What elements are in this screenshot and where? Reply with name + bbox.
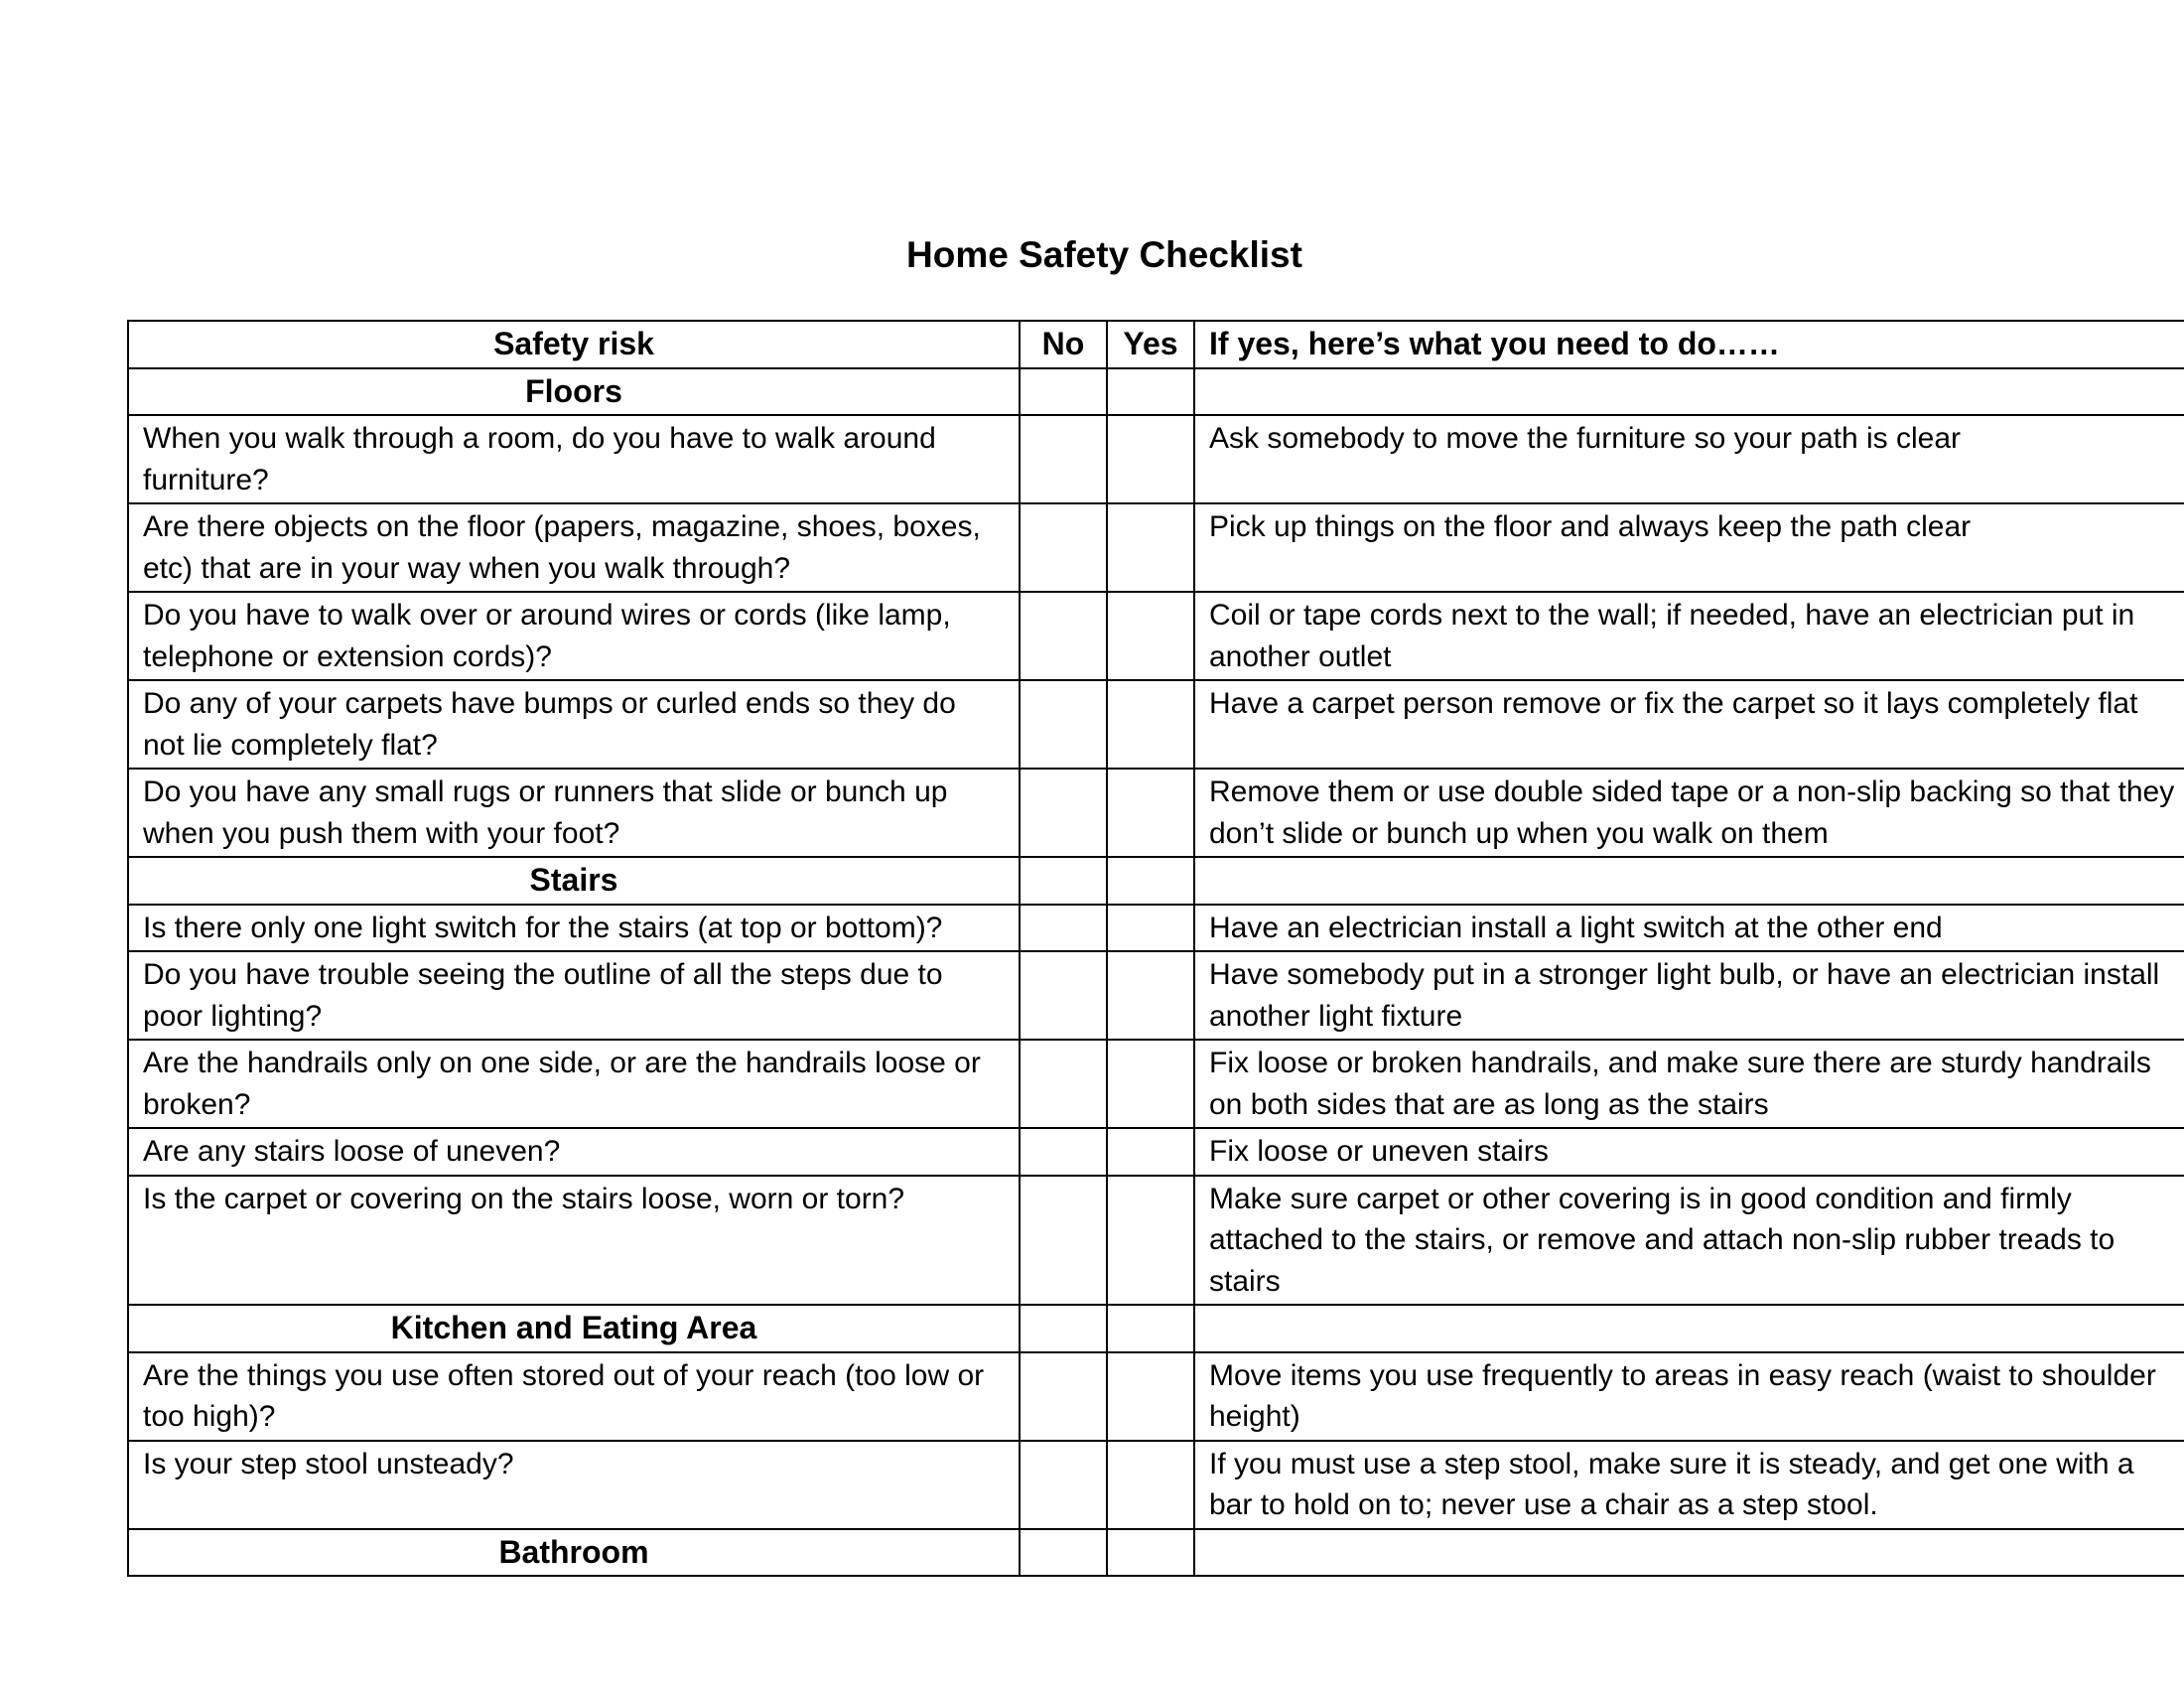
no-checkbox-cell[interactable] [1020, 1441, 1107, 1529]
action-cell: Move items you use frequently to areas in easy reach (waist to shoulder height) [1194, 1352, 2184, 1441]
action-cell: Coil or tape cords next to the wall; if needed, have an electrician put in another outlet [1194, 592, 2184, 680]
risk-cell: Do you have any small rugs or runners that slide or bunch up when you push them with your foot? [128, 769, 1020, 857]
header-yes: Yes [1107, 321, 1194, 368]
action-cell: Have an electrician install a light switch at the other end [1194, 905, 2184, 952]
risk-cell: Is there only one light switch for the stairs (at top or bottom)? [128, 905, 1020, 952]
section-action-cell [1194, 1529, 2184, 1577]
checklist-body [128, 368, 2184, 1577]
no-checkbox-cell[interactable] [1020, 1176, 1107, 1306]
section-no-cell [1020, 368, 1107, 416]
yes-checkbox-cell[interactable] [1107, 1128, 1194, 1176]
risk-cell: Is your step stool unsteady? [128, 1441, 1020, 1529]
table-row [128, 592, 2184, 680]
table-row [128, 1040, 2184, 1128]
checklist-table [127, 320, 2184, 1577]
risk-cell: Do any of your carpets have bumps or curled ends so they do not lie completely flat? [128, 680, 1020, 769]
risk-cell: Are any stairs loose of uneven? [128, 1128, 1020, 1176]
no-checkbox-cell[interactable] [1020, 769, 1107, 857]
no-checkbox-cell[interactable] [1020, 503, 1107, 592]
action-cell: Have a carpet person remove or fix the carpet so it lays completely flat [1194, 680, 2184, 769]
section-row [128, 857, 2184, 905]
table-row [128, 1128, 2184, 1176]
no-checkbox-cell[interactable] [1020, 905, 1107, 952]
risk-cell: When you walk through a room, do you have to walk around furniture? [128, 415, 1020, 503]
section-yes-cell [1107, 368, 1194, 416]
section-heading: Kitchen and Eating Area [128, 1305, 1020, 1352]
section-heading: Floors [128, 368, 1020, 416]
action-cell: Ask somebody to move the furniture so your path is clear [1194, 415, 2184, 503]
table-row [128, 1176, 2184, 1306]
action-cell: Fix loose or uneven stairs [1194, 1128, 2184, 1176]
no-checkbox-cell[interactable] [1020, 592, 1107, 680]
section-row [128, 1529, 2184, 1577]
table-row [128, 951, 2184, 1040]
risk-cell: Do you have to walk over or around wires or cords (like lamp, telephone or extension cords)? [128, 592, 1020, 680]
yes-checkbox-cell[interactable] [1107, 592, 1194, 680]
section-action-cell [1194, 857, 2184, 905]
section-heading: Stairs [128, 857, 1020, 905]
action-cell: Pick up things on the floor and always keep the path clear [1194, 503, 2184, 592]
section-action-cell [1194, 368, 2184, 416]
yes-checkbox-cell[interactable] [1107, 1441, 1194, 1529]
header-action: If yes, here’s what you need to do…… [1194, 321, 2184, 368]
table-row [128, 503, 2184, 592]
header-row [128, 321, 2184, 368]
yes-checkbox-cell[interactable] [1107, 951, 1194, 1040]
table-row [128, 1441, 2184, 1529]
header-no: No [1020, 321, 1107, 368]
section-no-cell [1020, 857, 1107, 905]
table-row [128, 680, 2184, 769]
action-cell: Have somebody put in a stronger light bulb, or have an electrician install another light fixture [1194, 951, 2184, 1040]
no-checkbox-cell[interactable] [1020, 1128, 1107, 1176]
section-yes-cell [1107, 857, 1194, 905]
section-no-cell [1020, 1529, 1107, 1577]
risk-cell: Do you have trouble seeing the outline of all the steps due to poor lighting? [128, 951, 1020, 1040]
action-cell: Make sure carpet or other covering is in good condition and firmly attached to the stairs, or remove and attach non-slip rubber treads to stairs [1194, 1176, 2184, 1306]
risk-cell: Are the things you use often stored out of your reach (too low or too high)? [128, 1352, 1020, 1441]
section-row [128, 1305, 2184, 1352]
yes-checkbox-cell[interactable] [1107, 1352, 1194, 1441]
table-row [128, 769, 2184, 857]
section-heading: Bathroom [128, 1529, 1020, 1577]
yes-checkbox-cell[interactable] [1107, 1040, 1194, 1128]
yes-checkbox-cell[interactable] [1107, 503, 1194, 592]
section-action-cell [1194, 1305, 2184, 1352]
action-cell: Remove them or use double sided tape or a non-slip backing so that they don’t slide or bunch up when you walk on them [1194, 769, 2184, 857]
no-checkbox-cell[interactable] [1020, 1040, 1107, 1128]
section-yes-cell [1107, 1305, 1194, 1352]
risk-cell: Are the handrails only on one side, or are the handrails loose or broken? [128, 1040, 1020, 1128]
section-yes-cell [1107, 1529, 1194, 1577]
action-cell: If you must use a step stool, make sure it is steady, and get one with a bar to hold on to; never use a chair as a step stool. [1194, 1441, 2184, 1529]
yes-checkbox-cell[interactable] [1107, 769, 1194, 857]
action-cell: Fix loose or broken handrails, and make sure there are sturdy handrails on both sides that are as long as the stairs [1194, 1040, 2184, 1128]
header-safety-risk: Safety risk [128, 321, 1020, 368]
yes-checkbox-cell[interactable] [1107, 415, 1194, 503]
page-title: Home Safety Checklist [906, 234, 1302, 275]
table-row [128, 1352, 2184, 1441]
section-row [128, 368, 2184, 416]
section-no-cell [1020, 1305, 1107, 1352]
yes-checkbox-cell[interactable] [1107, 905, 1194, 952]
risk-cell: Is the carpet or covering on the stairs loose, worn or torn? [128, 1176, 1020, 1306]
no-checkbox-cell[interactable] [1020, 415, 1107, 503]
no-checkbox-cell[interactable] [1020, 1352, 1107, 1441]
table-row [128, 415, 2184, 503]
risk-cell: Are there objects on the floor (papers, magazine, shoes, boxes, etc) that are in your way when you walk through? [128, 503, 1020, 592]
yes-checkbox-cell[interactable] [1107, 1176, 1194, 1306]
yes-checkbox-cell[interactable] [1107, 680, 1194, 769]
no-checkbox-cell[interactable] [1020, 951, 1107, 1040]
table-row [128, 905, 2184, 952]
no-checkbox-cell[interactable] [1020, 680, 1107, 769]
